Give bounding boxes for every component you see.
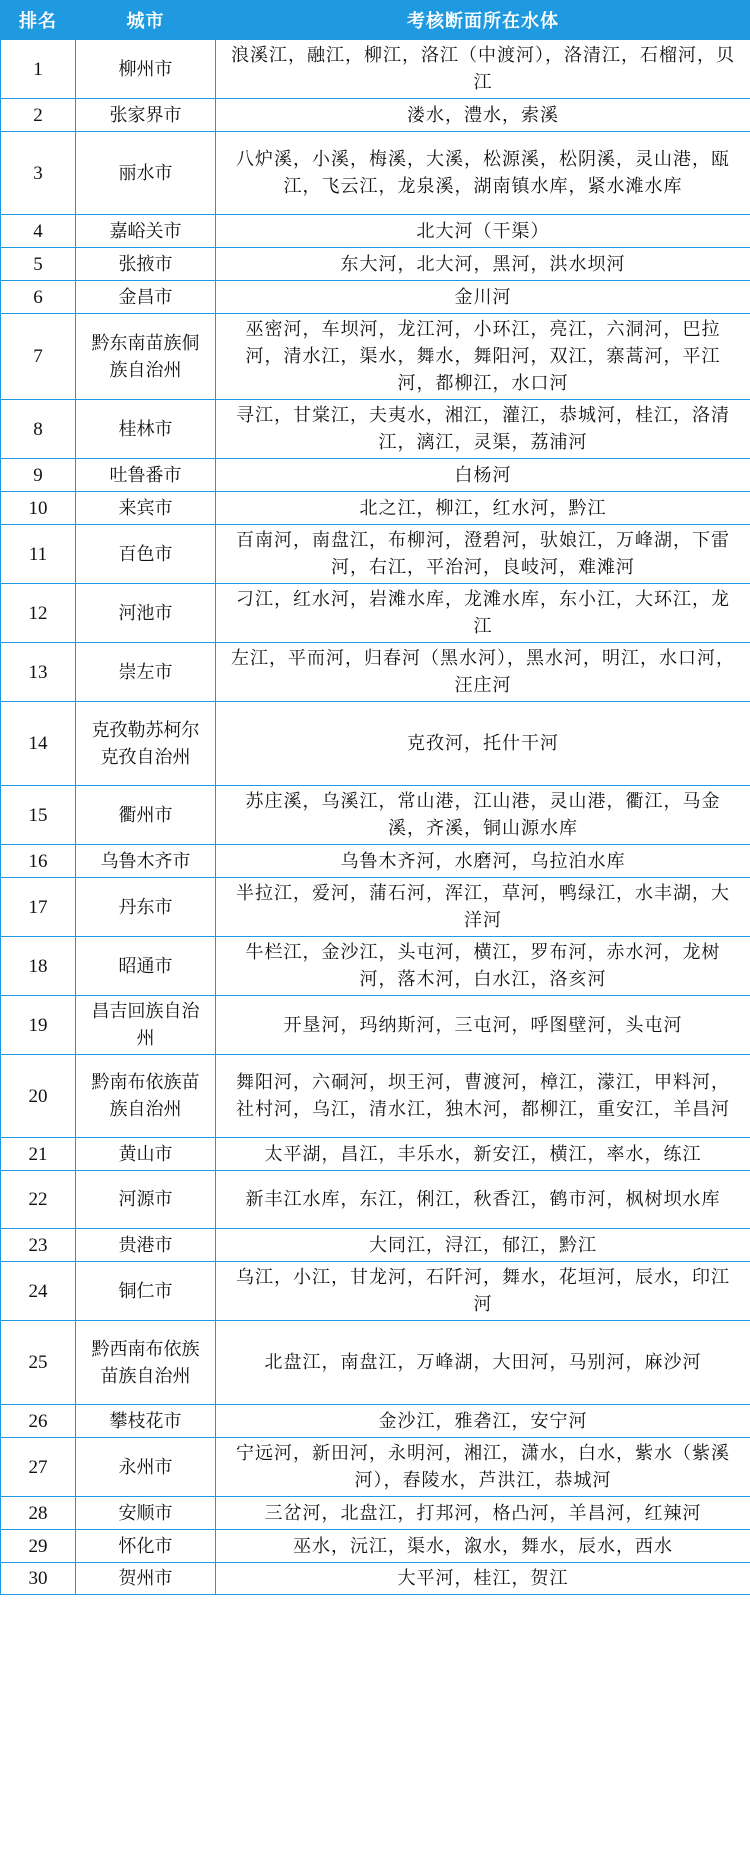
city-cell: 昭通市 (76, 937, 216, 996)
rank-cell: 23 (1, 1229, 76, 1262)
city-cell: 桂林市 (76, 400, 216, 459)
rank-cell: 12 (1, 584, 76, 643)
water-bodies-cell: 浪溪江，融江，柳江，洛江（中渡河），洛清江，石榴河，贝江 (216, 40, 750, 99)
rank-cell: 18 (1, 937, 76, 996)
table-row (1, 584, 750, 643)
table-row (1, 1405, 750, 1438)
city-cell: 张家界市 (76, 99, 216, 132)
table-header-row (1, 1, 750, 40)
water-bodies-cell: 北大河（干渠） (216, 215, 750, 248)
water-bodies-cell: 开垦河，玛纳斯河，三屯河，呼图壁河，头屯河 (216, 996, 750, 1055)
water-bodies-cell: 寻江，甘棠江，夫夷水，湘江，灌江，恭城河，桂江，洛清江，漓江，灵渠，荔浦河 (216, 400, 750, 459)
city-cell: 怀化市 (76, 1530, 216, 1563)
city-cell: 黔东南苗族侗族自治州 (76, 314, 216, 400)
water-bodies-cell: 刁江，红水河，岩滩水库，龙滩水库，东小江，大环江，龙江 (216, 584, 750, 643)
water-bodies-cell: 左江，平而河，归春河（黑水河），黑水河，明江，水口河，汪庄河 (216, 643, 750, 702)
city-cell: 丽水市 (76, 132, 216, 215)
water-bodies-cell: 乌鲁木齐河，水磨河，乌拉泊水库 (216, 845, 750, 878)
water-bodies-cell: 金川河 (216, 281, 750, 314)
rank-cell: 27 (1, 1438, 76, 1497)
water-bodies-cell: 太平湖，昌江，丰乐水，新安江，横江，率水，练江 (216, 1138, 750, 1171)
rank-cell: 21 (1, 1138, 76, 1171)
table-row (1, 525, 750, 584)
table-row (1, 1138, 750, 1171)
table-row (1, 459, 750, 492)
table-row (1, 1438, 750, 1497)
water-bodies-cell: 巫水，沅江，渠水，溆水，舞水，辰水，西水 (216, 1530, 750, 1563)
table-row (1, 643, 750, 702)
water-bodies-cell: 乌江，小江，甘龙河，石阡河，舞水，花垣河，辰水，印江河 (216, 1262, 750, 1321)
rank-cell: 20 (1, 1055, 76, 1138)
city-cell: 张掖市 (76, 248, 216, 281)
city-cell: 嘉峪关市 (76, 215, 216, 248)
city-cell: 柳州市 (76, 40, 216, 99)
table-body (1, 40, 750, 1595)
table-row (1, 878, 750, 937)
water-bodies-cell: 克孜河，托什干河 (216, 702, 750, 786)
table-row (1, 702, 750, 786)
header-rank: 排名 (1, 1, 76, 40)
water-bodies-cell: 白杨河 (216, 459, 750, 492)
city-cell: 百色市 (76, 525, 216, 584)
table-row (1, 996, 750, 1055)
rank-cell: 17 (1, 878, 76, 937)
table-row (1, 1171, 750, 1229)
table-row (1, 1563, 750, 1595)
table-row (1, 845, 750, 878)
water-bodies-cell: 北之江，柳江，红水河，黔江 (216, 492, 750, 525)
rank-cell: 28 (1, 1497, 76, 1530)
city-cell: 衢州市 (76, 786, 216, 845)
city-cell: 黔西南布依族苗族自治州 (76, 1321, 216, 1405)
rank-cell: 6 (1, 281, 76, 314)
city-cell: 安顺市 (76, 1497, 216, 1530)
water-bodies-cell: 大同江，浔江，郁江，黔江 (216, 1229, 750, 1262)
water-bodies-cell: 八炉溪，小溪，梅溪，大溪，松源溪，松阴溪，灵山港，瓯江，飞云江，龙泉溪，湖南镇水库，紧水滩水库 (216, 132, 750, 215)
table-row (1, 248, 750, 281)
rank-cell: 1 (1, 40, 76, 99)
table-row (1, 492, 750, 525)
rank-cell: 14 (1, 702, 76, 786)
water-bodies-cell: 百南河，南盘江，布柳河，澄碧河，驮娘江，万峰湖，下雷河，右江，平治河，良岐河，难滩河 (216, 525, 750, 584)
city-cell: 贵港市 (76, 1229, 216, 1262)
table-row (1, 1055, 750, 1138)
water-bodies-cell: 苏庄溪，乌溪江，常山港，江山港，灵山港，衢江，马金溪，齐溪，铜山源水库 (216, 786, 750, 845)
water-bodies-cell: 溇水，澧水，索溪 (216, 99, 750, 132)
table-row (1, 400, 750, 459)
water-bodies-cell: 舞阳河，六硐河，坝王河，曹渡河，樟江，濛江，甲料河，社村河，乌江，清水江，独木河，都柳江，重安江，羊昌河 (216, 1055, 750, 1138)
city-cell: 丹东市 (76, 878, 216, 937)
city-cell: 河源市 (76, 1171, 216, 1229)
table-row (1, 937, 750, 996)
rank-cell: 2 (1, 99, 76, 132)
header-city: 城市 (76, 1, 216, 40)
rank-cell: 30 (1, 1563, 76, 1595)
rank-cell: 24 (1, 1262, 76, 1321)
rank-cell: 11 (1, 525, 76, 584)
city-cell: 黔南布依族苗族自治州 (76, 1055, 216, 1138)
city-cell: 崇左市 (76, 643, 216, 702)
city-cell: 昌吉回族自治州 (76, 996, 216, 1055)
city-cell: 攀枝花市 (76, 1405, 216, 1438)
rank-cell: 13 (1, 643, 76, 702)
rank-cell: 19 (1, 996, 76, 1055)
water-bodies-cell: 牛栏江，金沙江，头屯河，横江，罗布河，赤水河，龙树河，落木河，白水江，洛亥河 (216, 937, 750, 996)
water-bodies-cell: 三岔河，北盘江，打邦河，格凸河，羊昌河，红辣河 (216, 1497, 750, 1530)
city-cell: 永州市 (76, 1438, 216, 1497)
table-row (1, 786, 750, 845)
water-bodies-cell: 半拉江，爱河，蒲石河，浑江，草河，鸭绿江，水丰湖，大洋河 (216, 878, 750, 937)
city-cell: 乌鲁木齐市 (76, 845, 216, 878)
table-row (1, 1321, 750, 1405)
city-cell: 金昌市 (76, 281, 216, 314)
table-row (1, 281, 750, 314)
rank-cell: 5 (1, 248, 76, 281)
table-row (1, 1497, 750, 1530)
city-cell: 贺州市 (76, 1563, 216, 1595)
water-bodies-cell: 新丰江水库，东江，俐江，秋香江，鹤市河，枫树坝水库 (216, 1171, 750, 1229)
rank-cell: 8 (1, 400, 76, 459)
table-row (1, 1530, 750, 1563)
water-bodies-cell: 宁远河，新田河，永明河，湘江，潇水，白水，紫水（紫溪河），舂陵水，芦洪江，恭城河 (216, 1438, 750, 1497)
rank-cell: 3 (1, 132, 76, 215)
table-row (1, 132, 750, 215)
rank-cell: 26 (1, 1405, 76, 1438)
water-bodies-cell: 北盘江，南盘江，万峰湖，大田河，马别河，麻沙河 (216, 1321, 750, 1405)
rank-cell: 10 (1, 492, 76, 525)
city-cell: 克孜勒苏柯尔克孜自治州 (76, 702, 216, 786)
rank-cell: 16 (1, 845, 76, 878)
city-cell: 铜仁市 (76, 1262, 216, 1321)
table-row (1, 215, 750, 248)
city-cell: 来宾市 (76, 492, 216, 525)
header-water-bodies: 考核断面所在水体 (216, 1, 750, 40)
table-row (1, 1229, 750, 1262)
rank-cell: 29 (1, 1530, 76, 1563)
city-cell: 吐鲁番市 (76, 459, 216, 492)
rank-cell: 9 (1, 459, 76, 492)
city-cell: 河池市 (76, 584, 216, 643)
rank-cell: 25 (1, 1321, 76, 1405)
water-bodies-cell: 巫密河，车坝河，龙江河，小环江，亮江，六洞河，巴拉河，清水江，渠水，舞水，舞阳河，双江，寨蒿河，平江河，都柳江，水口河 (216, 314, 750, 400)
rank-cell: 4 (1, 215, 76, 248)
rank-cell: 7 (1, 314, 76, 400)
table-row (1, 314, 750, 400)
rank-cell: 22 (1, 1171, 76, 1229)
water-bodies-cell: 东大河，北大河，黑河，洪水坝河 (216, 248, 750, 281)
city-cell: 黄山市 (76, 1138, 216, 1171)
rank-cell: 15 (1, 786, 76, 845)
water-bodies-cell: 金沙江，雅砻江，安宁河 (216, 1405, 750, 1438)
table-row (1, 40, 750, 99)
water-bodies-cell: 大平河，桂江，贺江 (216, 1563, 750, 1595)
table-row (1, 99, 750, 132)
table-row (1, 1262, 750, 1321)
